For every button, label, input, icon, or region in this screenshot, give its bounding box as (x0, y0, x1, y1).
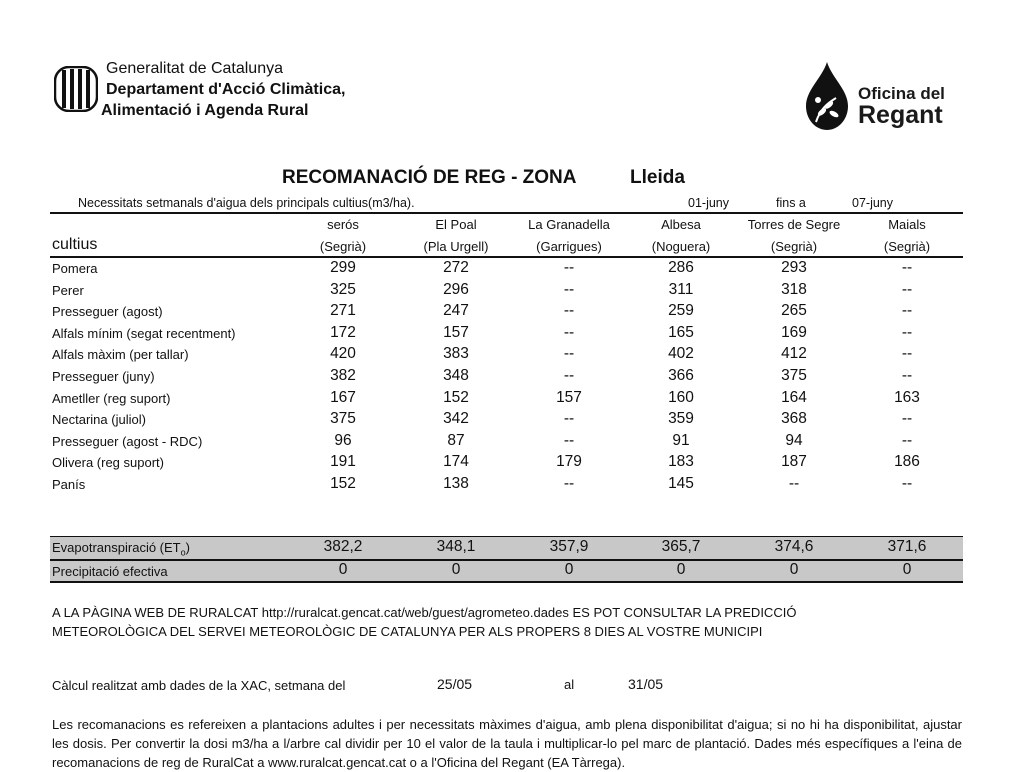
table-cell: 359 (668, 410, 694, 428)
table-cell: 368 (781, 410, 807, 428)
table-cell: -- (563, 302, 575, 320)
table-cell: -- (563, 367, 575, 384)
table-cell: 375 (330, 410, 356, 428)
station-name: serós (327, 217, 359, 232)
table-cell: 412 (781, 345, 807, 363)
table-cell: 272 (443, 259, 469, 276)
station-comarca: (Garrigues) (536, 239, 602, 254)
table-cell: 247 (443, 302, 469, 320)
table-cell: 348 (443, 367, 469, 384)
department-line-1: Departament d'Acció Climàtica, (106, 81, 346, 98)
crop-label: Pomera (52, 261, 98, 276)
table-cell: 296 (443, 280, 469, 298)
crop-label: Olivera (reg suport) (52, 455, 164, 471)
period-connector: fins a (776, 196, 806, 210)
table-cell: 382 (330, 367, 356, 384)
footnote: Les recomanacions es refereixen a plantacions adultes i per necessitats màximes d'aigua, amb plena disponibilitat d'aigua; si no hi ha disponibilitat, ajustar les dosis. Per convertir la dosi m3/ha a l/arbre cal dividir per 10 el valor de la taula i multiplicar-lo pel marc de plantació. Dades més específiques a l'eina de recomanacions de reg de RuralCat a www.ruralcat.gencat.cat o a l'Oficina del Regant (EA Tàrrega). (52, 717, 962, 770)
table-cell: 174 (443, 453, 469, 471)
et0-cell: 371,6 (887, 538, 927, 555)
calc-label: Càlcul realitzat amb dades de la XAC, setmana del (52, 678, 346, 693)
table-cell: 91 (672, 431, 690, 449)
table-cell: 169 (781, 323, 807, 341)
precip-cell: 0 (789, 561, 799, 578)
table-cell: -- (563, 431, 575, 449)
table-cell: 259 (668, 302, 694, 320)
precip-cell: 0 (338, 561, 348, 578)
table-cell: -- (563, 345, 575, 363)
crop-label: Presseguer (juny) (52, 369, 155, 384)
table-cell: 299 (330, 259, 356, 276)
calc-from: 25/05 (437, 676, 473, 692)
precip-cell: 0 (451, 561, 461, 578)
crop-label: Ametller (reg suport) (52, 390, 171, 406)
table-cell: 325 (330, 280, 356, 298)
table-cell: 164 (781, 388, 807, 406)
period-from: 01-juny (688, 196, 729, 210)
et0-cell: 357,9 (549, 538, 589, 555)
crop-column-header: cultius (52, 236, 98, 253)
table-cell: 163 (894, 388, 920, 406)
regant-title-line-2: Regant (858, 101, 943, 129)
table-cell: 138 (443, 475, 469, 492)
calc-to: 31/05 (628, 676, 664, 692)
crop-label: Perer (52, 282, 84, 298)
table-cell: -- (563, 280, 575, 298)
table-cell: 186 (894, 453, 920, 471)
notice-line-1: A LA PÀGINA WEB DE RURALCAT http://ruralcat.gencat.cat/web/guest/agrometeo.dades ES POT CONSULTAR LA PREDICCIÓ (52, 605, 797, 620)
station-name: Torres de Segre (747, 217, 841, 232)
table-cell: 183 (668, 453, 694, 471)
et0-cell: 374,6 (774, 538, 814, 555)
table-cell: 420 (330, 345, 356, 363)
table-cell: 286 (668, 259, 694, 276)
table-cell: -- (563, 475, 575, 492)
page-title: RECOMANACIÓ DE REG - ZONA (282, 167, 577, 188)
header-bottom-rule (50, 256, 963, 258)
table-cell: -- (901, 259, 913, 276)
table-cell: 167 (330, 388, 356, 406)
table-cell: -- (563, 259, 575, 276)
station-name: El Poal (435, 217, 477, 232)
table-cell: 191 (330, 453, 356, 471)
table-cell: -- (901, 367, 913, 384)
station-comarca: (Segrià) (770, 239, 818, 254)
table-cell: -- (563, 410, 575, 428)
table-cell: 152 (330, 475, 356, 492)
table-cell: 165 (668, 323, 694, 341)
station-name: Albesa (661, 217, 701, 232)
et0-cell: 382,2 (323, 538, 363, 555)
table-cell: 96 (334, 431, 352, 449)
department-line-2: Alimentació i Agenda Rural (101, 102, 309, 119)
table-cell: 94 (785, 431, 803, 449)
table-cell: 293 (781, 259, 807, 276)
table-cell: -- (788, 475, 800, 492)
station-comarca: (Noguera) (651, 239, 711, 254)
table-cell: 366 (668, 367, 694, 384)
table-cell: -- (563, 323, 575, 341)
table-cell: 179 (556, 453, 582, 471)
table-cell: -- (901, 431, 913, 449)
crop-label: Presseguer (agost - RDC) (52, 433, 203, 449)
station-name: Maials (888, 217, 926, 232)
table-cell: 145 (668, 475, 694, 492)
station-comarca: (Segrià) (883, 239, 931, 254)
table-cell: 157 (443, 323, 469, 341)
crop-label: Nectarina (juliol) (52, 412, 146, 428)
et0-label: Evapotranspiració $(ET_o)$ (52, 540, 190, 558)
crop-label: Presseguer (agost) (52, 304, 163, 320)
table-cell: 172 (330, 323, 356, 341)
regant-title-line-1: Oficina del (858, 84, 945, 103)
table-cell: -- (901, 302, 913, 320)
station-comarca: (Segrià) (319, 239, 367, 254)
zone-name: Lleida (630, 167, 685, 188)
table-cell: 383 (443, 345, 469, 363)
table-cell: -- (901, 323, 913, 341)
table-cell: 157 (556, 388, 582, 406)
crop-label: Panís (52, 477, 86, 492)
table-cell: -- (901, 475, 913, 492)
table-cell: 311 (668, 280, 694, 298)
table-cell: 87 (447, 431, 465, 449)
table-cell: -- (901, 345, 913, 363)
crop-label: Alfals mínim (segat recentment) (52, 325, 236, 341)
table-cell: -- (901, 410, 913, 428)
table-cell: 187 (781, 453, 807, 471)
table-cell: 265 (781, 302, 807, 320)
precip-bottom-rule (50, 581, 963, 583)
subtitle: Necessitats setmanals d'aigua dels principals cultius(m3/ha). (78, 196, 415, 210)
table-cell: 160 (668, 388, 694, 406)
station-name: La Granadella (528, 217, 610, 232)
table-top-rule (50, 212, 963, 214)
generalitat-logo (54, 66, 98, 112)
table-cell: 375 (781, 367, 807, 384)
table-cell: 271 (330, 302, 356, 320)
table-cell: 152 (443, 388, 469, 406)
org-name: Generalitat de Catalunya (106, 60, 283, 77)
et0-cell: 365,7 (661, 538, 701, 555)
station-comarca: (Pla Urgell) (423, 239, 489, 254)
precip-label: Precipitació efectiva (52, 564, 168, 579)
crop-label: Alfals màxim (per tallar) (52, 347, 189, 363)
notice-line-2: METEOROLÒGICA DEL SERVEI METEOROLÒGIC DE CATALUNYA PER ALS PROPERS 8 DIES AL VOSTRE MUNICIPI (52, 624, 763, 639)
calc-connector: al (564, 677, 575, 692)
table-cell: 402 (668, 345, 694, 363)
table-cell: 318 (781, 280, 807, 298)
et0-cell: 348,1 (436, 538, 476, 555)
table-cell: -- (901, 280, 913, 298)
table-cell: 342 (443, 410, 469, 428)
period-to: 07-juny (852, 196, 893, 210)
precip-cell: 0 (676, 561, 686, 578)
precip-cell: 0 (902, 561, 912, 578)
precip-cell: 0 (564, 561, 574, 578)
